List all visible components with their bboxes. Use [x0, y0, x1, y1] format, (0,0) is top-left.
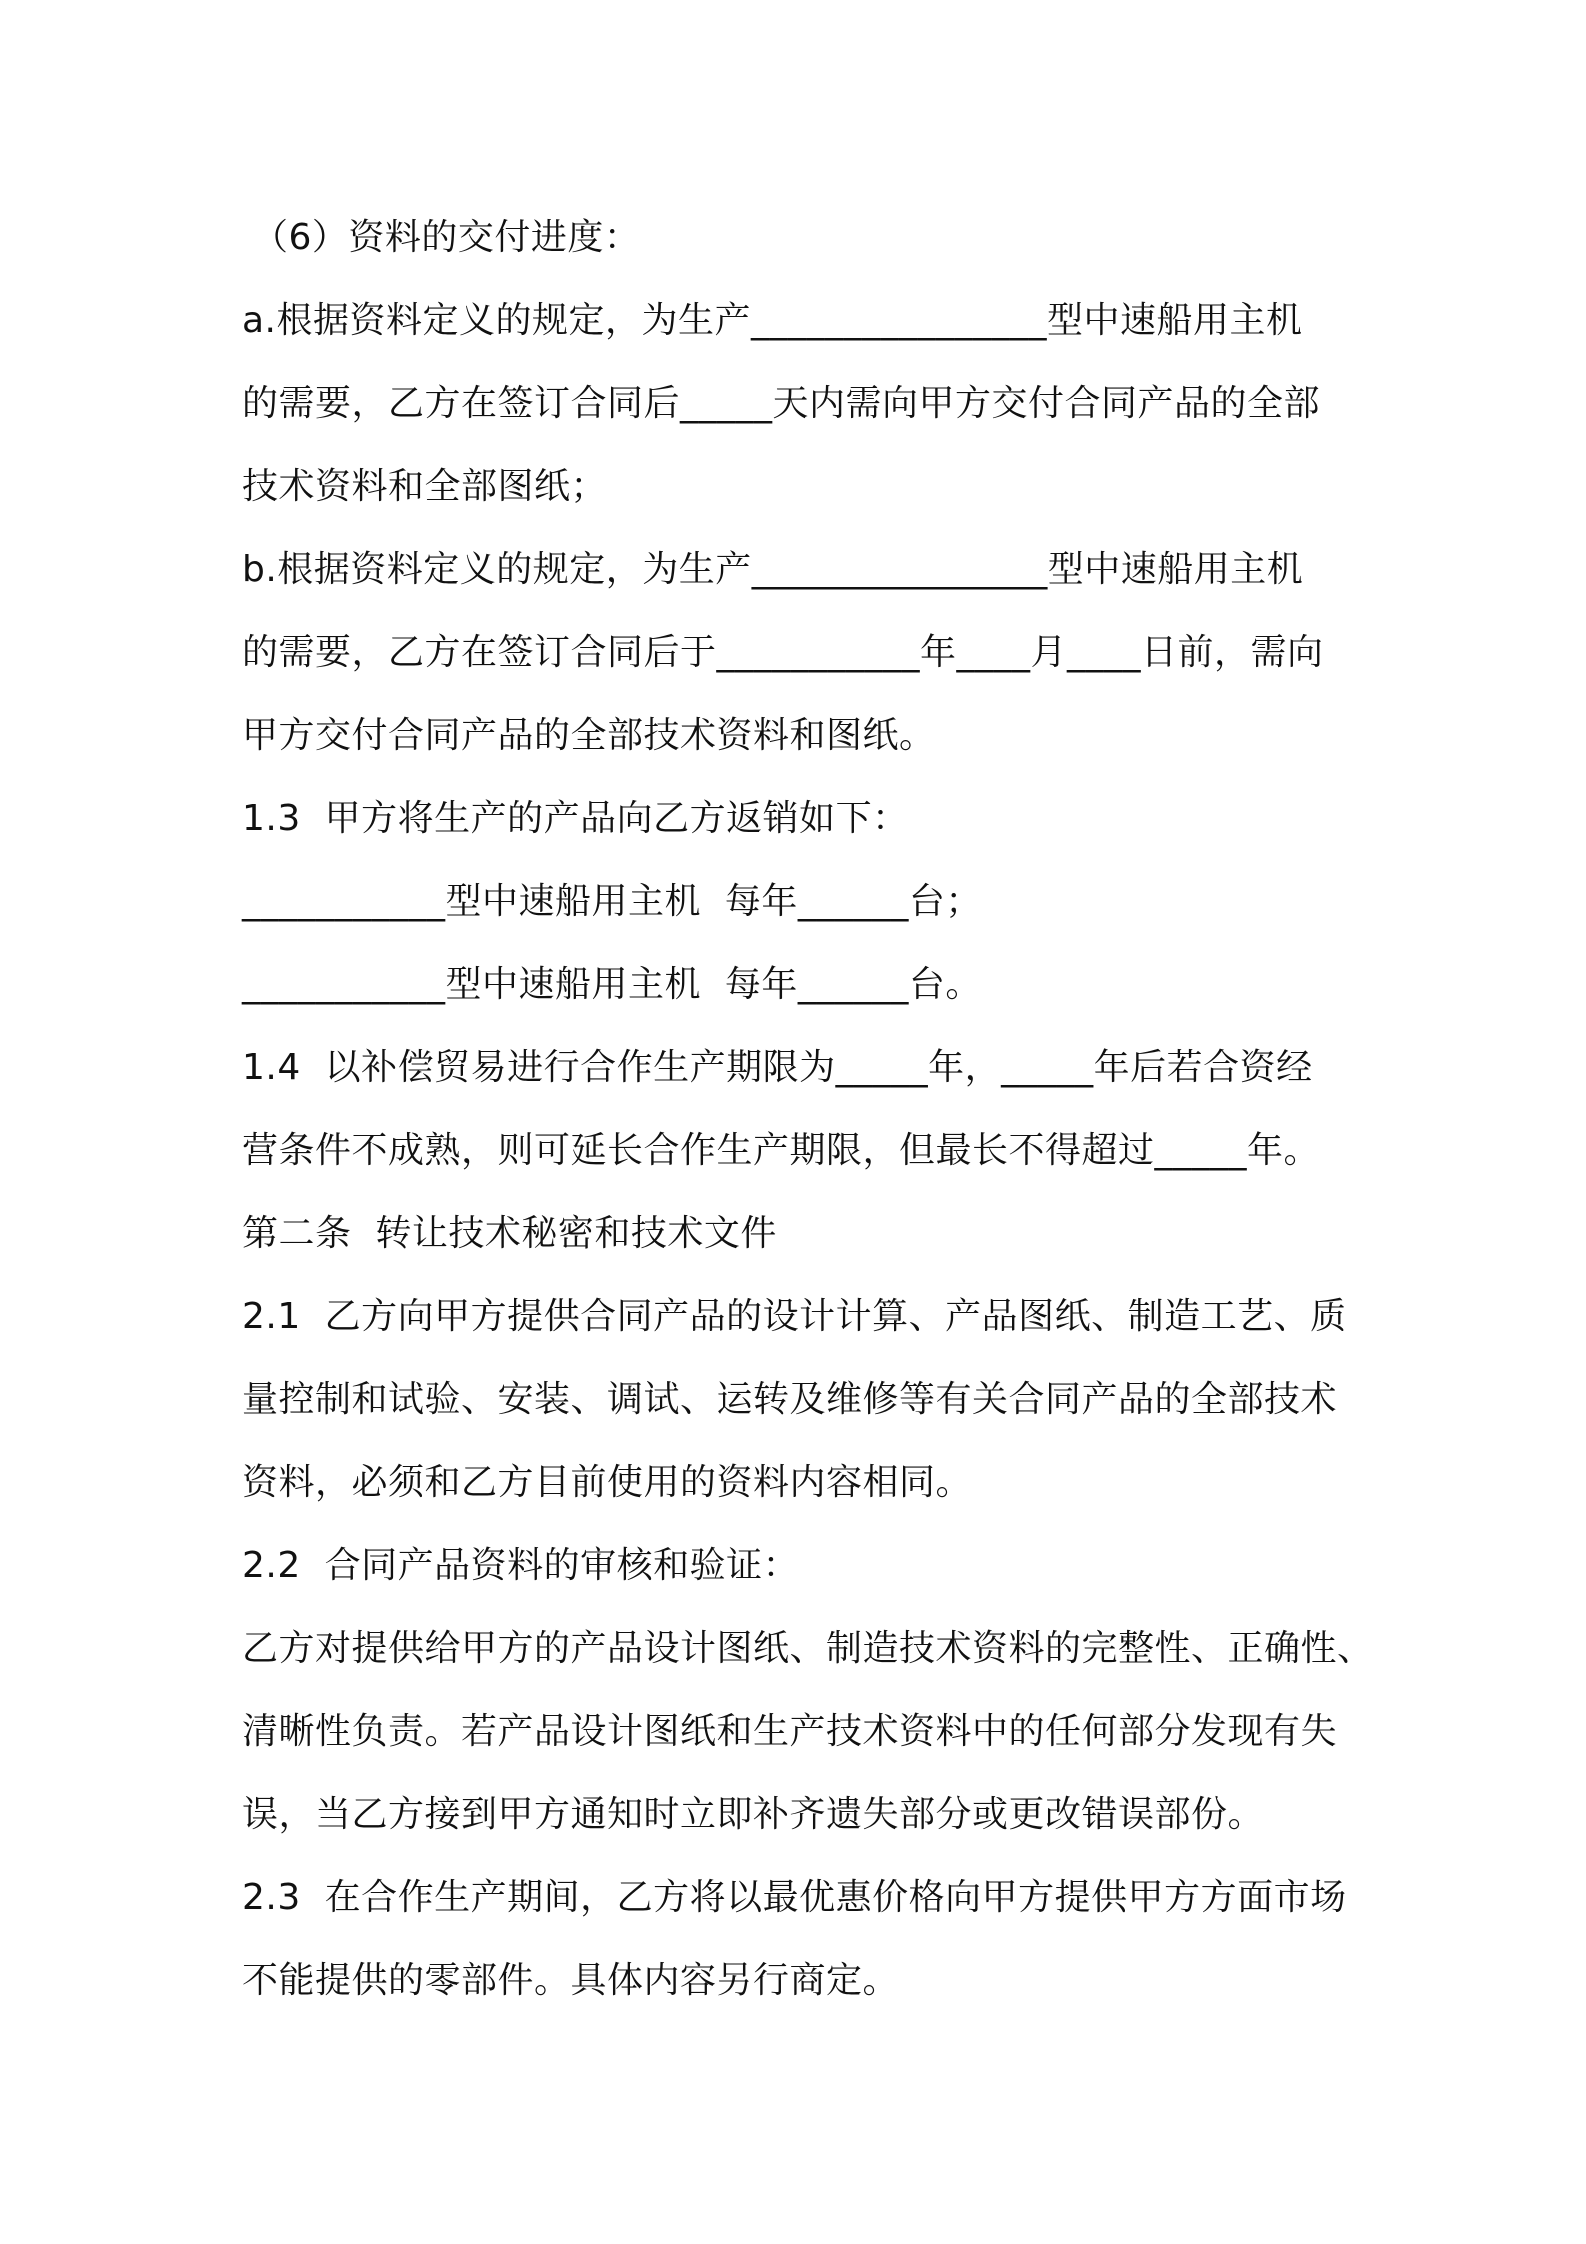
paragraph-line: b.根据资料定义的规定，为生产________________型中速船用主机	[242, 549, 1304, 590]
paragraph-line: 的需要，乙方在签订合同后于___________年____月____日前，需向	[242, 632, 1324, 673]
clause-1-4-line: 1.4 以补偿贸易进行合作生产期限为_____年，_____年后若合资经	[242, 1047, 1313, 1088]
document-body	[242, 196, 1374, 2022]
paragraph-line: 资料，必须和乙方目前使用的资料内容相同。	[242, 1462, 973, 1503]
clause-2-2-heading: 2.2 合同产品资料的审核和验证：	[242, 1545, 800, 1586]
paragraph-line: ___________型中速船用主机 每年______台。	[242, 964, 982, 1005]
paragraph-line: ___________型中速船用主机 每年______台；	[242, 881, 982, 922]
paragraph-line: 的需要，乙方在签订合同后_____天内需向甲方交付合同产品的全部	[242, 383, 1321, 424]
paragraph-line: a.根据资料定义的规定，为生产________________型中速船用主机	[242, 300, 1303, 341]
paragraph-line: 乙方对提供给甲方的产品设计图纸、制造技术资料的完整性、正确性、	[242, 1628, 1374, 1669]
paragraph-line: 误，当乙方接到甲方通知时立即补齐遗失部分或更改错误部份。	[242, 1794, 1265, 1835]
paragraph-line: 技术资料和全部图纸；	[242, 466, 608, 507]
paragraph-line: 量控制和试验、安装、调试、运转及维修等有关合同产品的全部技术	[242, 1379, 1338, 1420]
paragraph-line: 清晰性负责。若产品设计图纸和生产技术资料中的任何部分发现有失	[242, 1711, 1338, 1752]
paragraph-line: 不能提供的零部件。具体内容另行商定。	[242, 1960, 900, 2001]
clause-2-3-line: 2.3 在合作生产期间，乙方将以最优惠价格向甲方提供甲方方面市场	[242, 1877, 1347, 1918]
paragraph-line: 甲方交付合同产品的全部技术资料和图纸。	[242, 715, 936, 756]
clause-2-1-line: 2.1 乙方向甲方提供合同产品的设计计算、产品图纸、制造工艺、质	[242, 1296, 1347, 1337]
clause-1-3-heading: 1.3 甲方将生产的产品向乙方返销如下：	[242, 798, 909, 839]
article-2-heading: 第二条 转让技术秘密和技术文件	[242, 1213, 777, 1254]
section-heading-delivery-schedule: （6）资料的交付进度：	[252, 217, 641, 258]
paragraph-line: 营条件不成熟，则可延长合作生产期限，但最长不得超过_____年。	[242, 1130, 1321, 1171]
